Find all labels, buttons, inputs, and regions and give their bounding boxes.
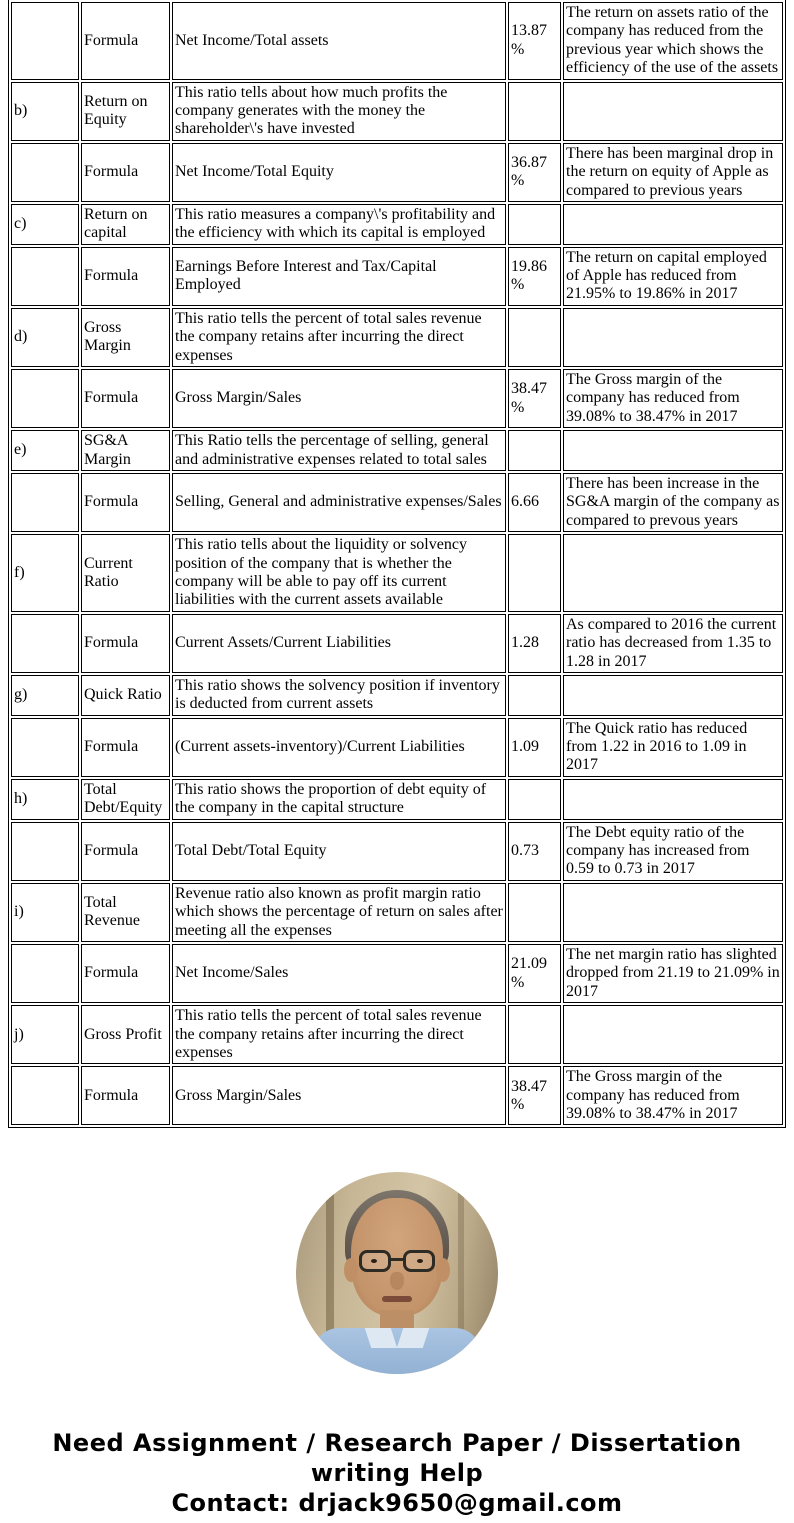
row-description: Net Income/Total Equity xyxy=(172,143,506,202)
row-label xyxy=(11,718,79,777)
row-comment: The return on assets ratio of the company has reduced from the previous year which shows the efficiency of the use of the assets xyxy=(563,2,783,80)
row-comment xyxy=(563,1005,783,1064)
row-value: 36.87% xyxy=(508,143,561,202)
row-description: Gross Margin/Sales xyxy=(172,369,506,428)
row-comment xyxy=(563,675,783,716)
person-nose xyxy=(390,1272,404,1290)
row-description: Total Debt/Total Equity xyxy=(172,822,506,881)
row-ratio-name: SG&A Margin xyxy=(81,430,170,471)
table-row xyxy=(11,614,783,673)
row-description: Revenue ratio also known as profit margin ratio which shows the percentage of return on sales after meeting all the expenses xyxy=(172,883,506,942)
row-description: This ratio tells about how much profits the company generates with the money the shareholder\'s have invested xyxy=(172,82,506,141)
row-comment xyxy=(563,82,783,141)
row-comment: As compared to 2016 the current ratio has decreased from 1.35 to 1.28 in 2017 xyxy=(563,614,783,673)
table-row xyxy=(11,2,783,80)
row-description: This ratio measures a company\'s profitability and the efficiency with which its capital is employed xyxy=(172,204,506,245)
row-ratio-name: Formula xyxy=(81,247,170,306)
row-ratio-name: Gross Profit xyxy=(81,1005,170,1064)
row-ratio-name: Formula xyxy=(81,1066,170,1125)
row-description: Net Income/Sales xyxy=(172,944,506,1003)
row-value xyxy=(508,675,561,716)
footer-promo xyxy=(25,1428,769,1518)
table-row xyxy=(11,718,783,777)
row-label xyxy=(11,369,79,428)
person-shirt xyxy=(313,1328,481,1374)
row-label: b) xyxy=(11,82,79,141)
row-label xyxy=(11,1066,79,1125)
table-row xyxy=(11,1066,783,1125)
row-value: 38.47% xyxy=(508,369,561,428)
row-value xyxy=(508,1005,561,1064)
row-ratio-name: Formula xyxy=(81,822,170,881)
footer-help-text: Need Assignment / Research Paper / Dissertation writing Help xyxy=(52,1429,742,1488)
row-label xyxy=(11,2,79,80)
ratios-table xyxy=(8,0,786,1128)
row-comment: The Quick ratio has reduced from 1.22 in 2016 to 1.09 in 2017 xyxy=(563,718,783,777)
row-label: g) xyxy=(11,675,79,716)
row-label: i) xyxy=(11,883,79,942)
person-eye xyxy=(371,1259,377,1263)
table-row xyxy=(11,308,783,367)
ratios-table-body xyxy=(11,0,783,1125)
row-description: Selling, General and administrative expenses/Sales xyxy=(172,473,506,532)
row-description: This ratio tells about the liquidity or solvency position of the company that is whether the company will be able to pay off its current liabilities with the current assets available xyxy=(172,534,506,612)
row-ratio-name: Total Debt/Equity xyxy=(81,779,170,820)
row-comment: The Debt equity ratio of the company has increased from 0.59 to 0.73 in 2017 xyxy=(563,822,783,881)
row-value xyxy=(508,779,561,820)
table-row xyxy=(11,204,783,245)
presenter-photo xyxy=(296,1172,498,1374)
row-description: This Ratio tells the percentage of selling, general and administrative expenses related to total sales xyxy=(172,430,506,471)
row-ratio-name: Return on Equity xyxy=(81,82,170,141)
row-ratio-name: Formula xyxy=(81,143,170,202)
row-value: 1.09 xyxy=(508,718,561,777)
row-value: 21.09% xyxy=(508,944,561,1003)
row-value: 38.47% xyxy=(508,1066,561,1125)
row-value xyxy=(508,308,561,367)
row-description: Earnings Before Interest and Tax/Capital Employed xyxy=(172,247,506,306)
row-ratio-name: Return on capital xyxy=(81,204,170,245)
table-row xyxy=(11,1005,783,1064)
row-value: 13.87% xyxy=(508,2,561,80)
row-comment: The Gross margin of the company has reduced from 39.08% to 38.47% in 2017 xyxy=(563,1066,783,1125)
table-row xyxy=(11,822,783,881)
row-ratio-name: Formula xyxy=(81,369,170,428)
row-label: f) xyxy=(11,534,79,612)
row-description: Gross Margin/Sales xyxy=(172,1066,506,1125)
row-description: This ratio shows the proportion of debt equity of the company in the capital structure xyxy=(172,779,506,820)
row-description: (Current assets-inventory)/Current Liabilities xyxy=(172,718,506,777)
row-label xyxy=(11,944,79,1003)
row-comment: The Gross margin of the company has reduced from 39.08% to 38.47% in 2017 xyxy=(563,369,783,428)
row-ratio-name: Current Ratio xyxy=(81,534,170,612)
row-ratio-name: Formula xyxy=(81,718,170,777)
table-row xyxy=(11,473,783,532)
person-glasses xyxy=(358,1250,436,1274)
row-value xyxy=(508,534,561,612)
row-label: e) xyxy=(11,430,79,471)
row-value xyxy=(508,883,561,942)
row-ratio-name: Quick Ratio xyxy=(81,675,170,716)
row-comment: The return on capital employed of Apple has reduced from 21.95% to 19.86% in 2017 xyxy=(563,247,783,306)
row-value xyxy=(508,82,561,141)
row-comment xyxy=(563,534,783,612)
table-row xyxy=(11,82,783,141)
row-value: 1.28 xyxy=(508,614,561,673)
row-ratio-name: Formula xyxy=(81,614,170,673)
ratios-table-wrapper xyxy=(8,0,786,1128)
row-ratio-name: Formula xyxy=(81,2,170,80)
row-label xyxy=(11,473,79,532)
person-ear xyxy=(436,1258,450,1282)
row-comment xyxy=(563,430,783,471)
table-row xyxy=(11,247,783,306)
row-value xyxy=(508,430,561,471)
row-comment xyxy=(563,308,783,367)
row-description: This ratio tells the percent of total sales revenue the company retains after incurring the direct expenses xyxy=(172,1005,506,1064)
row-ratio-name: Gross Margin xyxy=(81,308,170,367)
row-ratio-name: Total Revenue xyxy=(81,883,170,942)
row-value: 6.66 xyxy=(508,473,561,532)
row-description: This ratio tells the percent of total sales revenue the company retains after incurring the direct expenses xyxy=(172,308,506,367)
table-row xyxy=(11,779,783,820)
row-label: c) xyxy=(11,204,79,245)
row-description: Net Income/Total assets xyxy=(172,2,506,80)
table-row xyxy=(11,944,783,1003)
table-row xyxy=(11,675,783,716)
table-row xyxy=(11,883,783,942)
table-row xyxy=(11,143,783,202)
row-label xyxy=(11,247,79,306)
row-comment: There has been increase in the SG&A margin of the company as compared to prevous years xyxy=(563,473,783,532)
row-comment xyxy=(563,204,783,245)
row-label: j) xyxy=(11,1005,79,1064)
row-ratio-name: Formula xyxy=(81,944,170,1003)
row-description: This ratio shows the solvency position if inventory is deducted from current assets xyxy=(172,675,506,716)
row-comment: There has been marginal drop in the return on equity of Apple as compared to previous years xyxy=(563,143,783,202)
row-comment xyxy=(563,883,783,942)
row-label: d) xyxy=(11,308,79,367)
footer-contact-text: Contact: drjack9650@gmail.com xyxy=(171,1489,623,1518)
row-comment xyxy=(563,779,783,820)
row-ratio-name: Formula xyxy=(81,473,170,532)
row-label: h) xyxy=(11,779,79,820)
table-row xyxy=(11,369,783,428)
row-description: Current Assets/Current Liabilities xyxy=(172,614,506,673)
person-eye xyxy=(417,1259,423,1263)
row-comment: The net margin ratio has slighted dropped from 21.19 to 21.09% in 2017 xyxy=(563,944,783,1003)
person-mouth xyxy=(382,1296,412,1302)
table-row xyxy=(11,534,783,612)
row-label xyxy=(11,614,79,673)
row-value: 0.73 xyxy=(508,822,561,881)
table-row xyxy=(11,430,783,471)
row-label xyxy=(11,822,79,881)
row-value: 19.86% xyxy=(508,247,561,306)
row-label xyxy=(11,143,79,202)
row-value xyxy=(508,204,561,245)
